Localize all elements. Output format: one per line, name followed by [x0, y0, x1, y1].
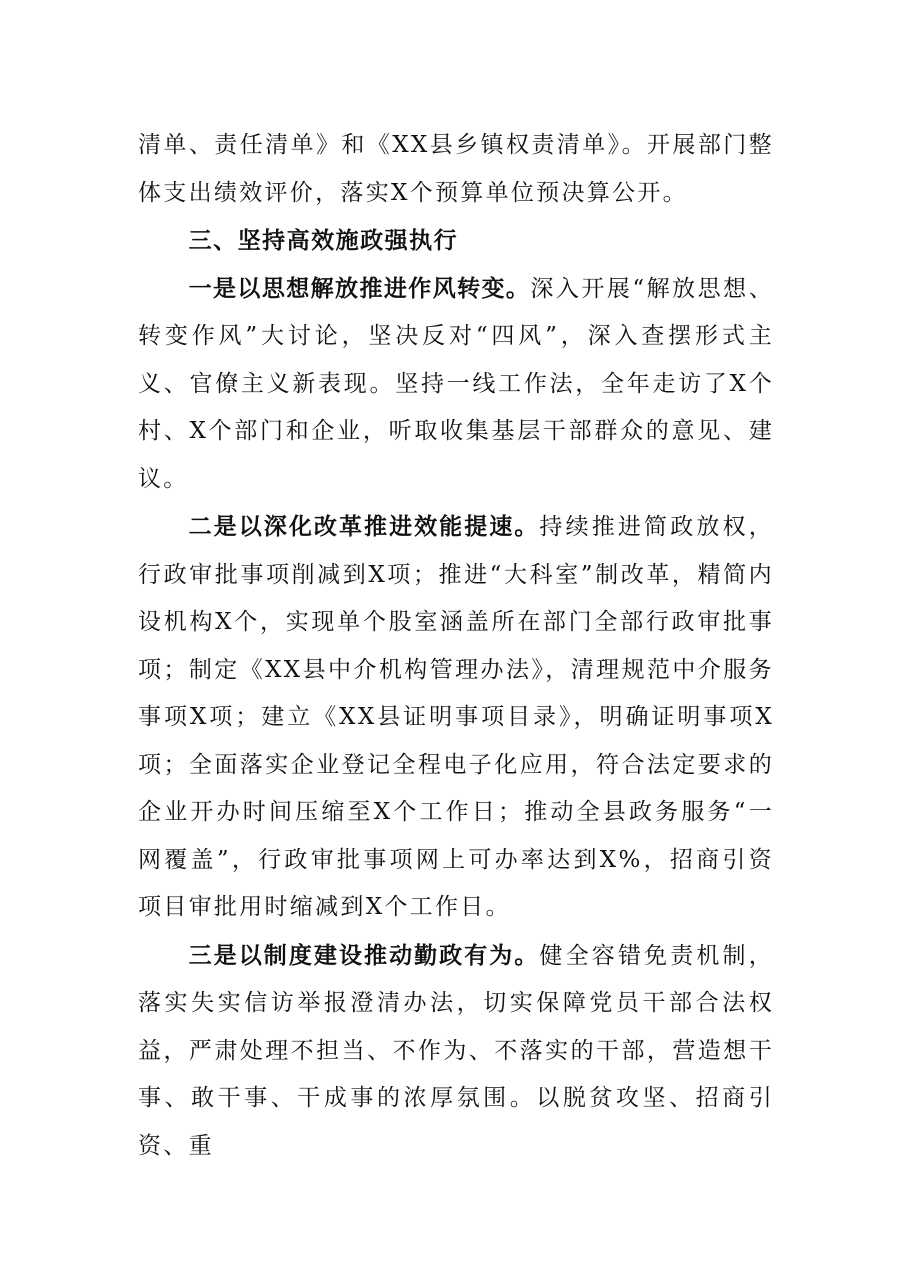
paragraph-institution [138, 932, 774, 1171]
paragraph-text: 深入开展“解放思想、转变作风”大讨论，坚决反对“四风”，深入查摆形式主义、官僚主义新表现。坚持一线工作法，全年走访了X个村、X个部门和企业，听取收集基层干部群众的意见、建议。 [138, 275, 774, 492]
section-heading: 三、坚持高效施政强执行 [188, 227, 459, 254]
paragraph-work-style [138, 265, 774, 504]
paragraph-text: 健全容错免责机制，落实失实信访举报澄清办法，切实保障党员干部合法权益，严肃处理不担当、不作为、不落实的干部，营造想干事、敢干事、干成事的浓厚氛围。以脱贫攻坚、招商引资、重 [138, 942, 774, 1159]
paragraph-lead: 一是以思想解放推进作风转变。 [188, 274, 531, 302]
paragraph-text: 持续推进简政放权，行政审批事项削减到X项；推进“大科室”制改革，精简内设机构X个，实现单个股室涵盖所在部门全部行政审批事项；制定《XX县中介机构管理办法》，清理规范中介服务事项X项；建立《XX县证明事项目录》，明确证明事项X项；全面落实企业登记全程电子化应用，符合法定要求的企业开办时间压缩至X个工作日；推动全县政务服务“一网覆盖”，行政审批事项网上可办率达到X%，招商引资项目审批用时缩减到X个工作日。 [138, 514, 774, 920]
paragraph-lead: 三是以制度建设推动勤政有为。 [188, 941, 540, 969]
document-body [138, 122, 774, 1170]
paragraph-reform [138, 503, 774, 932]
paragraph-text: 清单、责任清单》和《XX县乡镇权责清单》。开展部门整体支出绩效评价，落实X个预算单位预决算公开。 [138, 132, 774, 206]
paragraph-lead: 二是以深化改革推进效能提速。 [188, 513, 540, 540]
paragraph-continued [138, 122, 774, 217]
